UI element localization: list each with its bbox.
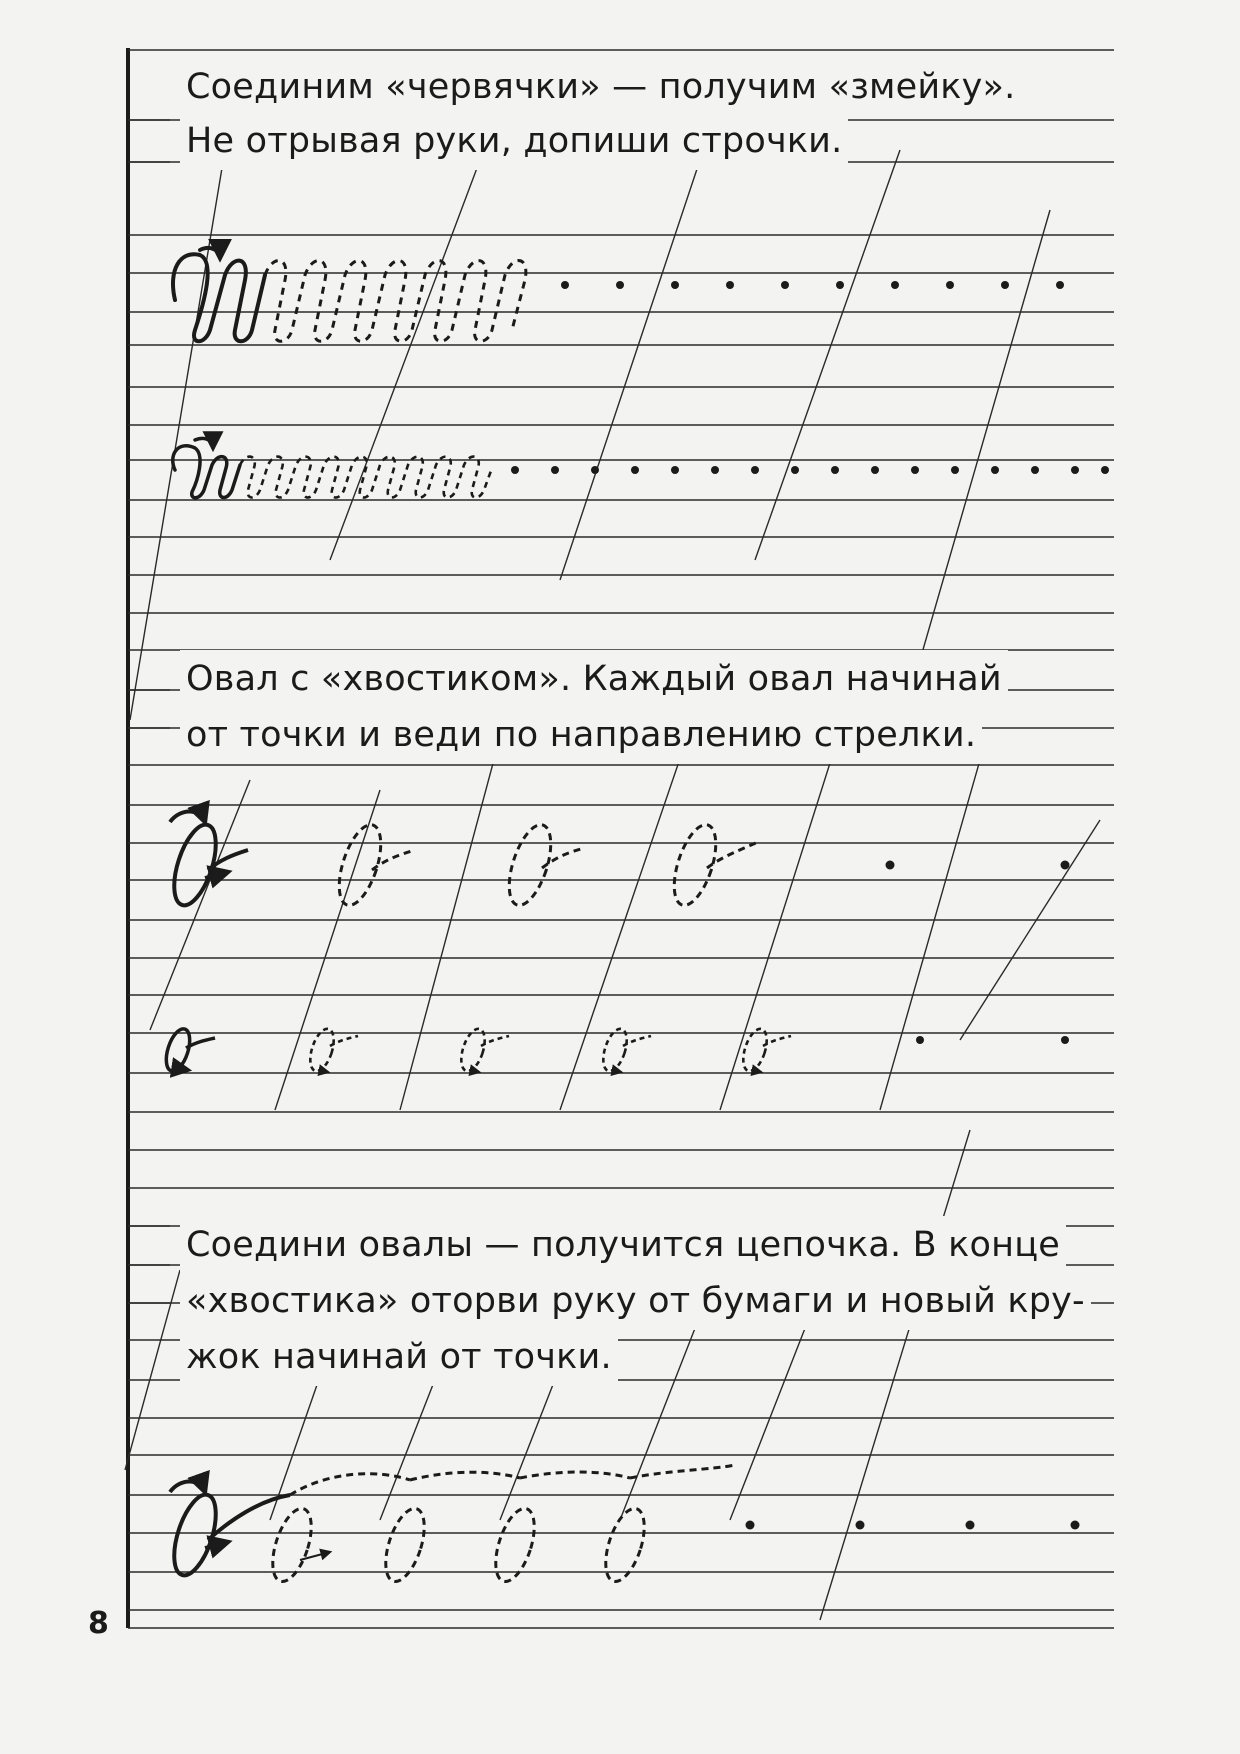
oval-with-tail-icon-solid xyxy=(166,812,248,911)
dot-row-4 xyxy=(916,1036,1069,1044)
instruction-2-line-2: от точки и веди по направлению стрелки. xyxy=(180,706,982,764)
dot-row-1 xyxy=(561,281,1064,289)
oval-with-tail-icon-dashed-3 xyxy=(666,820,758,910)
dot-row-3 xyxy=(886,861,1070,870)
oval-chain-dashed xyxy=(265,1465,735,1586)
instruction-1-line-2: Не отрывая руки, допиши строчки. xyxy=(180,112,848,170)
slant-guide-lines xyxy=(125,150,1100,1620)
oval-with-tail-icon-dashed-2 xyxy=(501,820,585,910)
oval-with-tail-icon-dashed-1 xyxy=(331,820,415,910)
margin-ticks xyxy=(128,120,170,1303)
page-number: 8 xyxy=(88,1606,109,1641)
small-oval-arrows xyxy=(318,1070,761,1072)
wave-pattern-icon-small xyxy=(173,438,240,497)
dot-row-2 xyxy=(511,466,1109,474)
instruction-1-line-1: Соединим «червячки» — получим «змейку». xyxy=(180,58,1021,116)
instruction-2-line-1: Овал с «хвостиком». Каждый овал начинай xyxy=(180,650,1008,708)
instruction-3-line-3: жок начинай от точки. xyxy=(180,1328,618,1386)
dot-row-5 xyxy=(746,1521,1080,1530)
instruction-3-line-1: Соедини овалы — получится цепочка. В конце xyxy=(180,1216,1066,1274)
instruction-3-line-2: «хвостика» оторви руку от бумаги и новый кру- xyxy=(180,1272,1091,1330)
wave-pattern-icon-large xyxy=(173,248,265,341)
